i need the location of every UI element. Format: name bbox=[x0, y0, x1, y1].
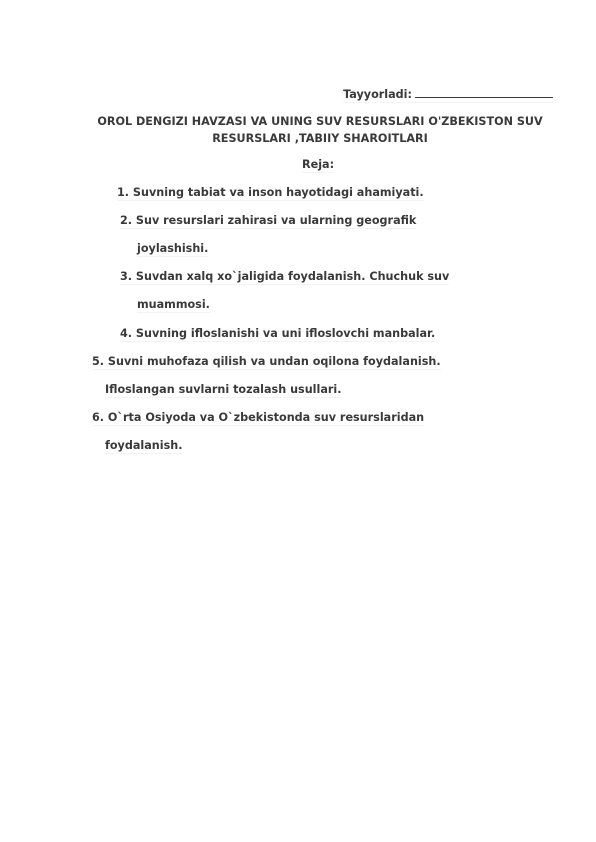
plan-item-5-cont: Ifloslangan suvlarni tozalash usullari. bbox=[105, 383, 342, 396]
plan-item-6: 6. O`rta Osiyoda va O`zbekistonda suv resurslaridan bbox=[92, 411, 425, 424]
prepared-by-blank[interactable] bbox=[415, 86, 553, 98]
plan-item-2-cont: joylashishi. bbox=[137, 242, 209, 255]
prepared-by-label: Tayyorladi: bbox=[343, 88, 412, 101]
plan-item-1: 1. Suvning tabiat va inson hayotidagi ahamiyati. bbox=[117, 186, 424, 199]
plan-item-2: 2. Suv resurslari zahirasi va ularning geografik bbox=[120, 214, 417, 227]
plan-item-5: 5. Suvni muhofaza qilish va undan oqilona foydalanish. bbox=[92, 355, 441, 368]
plan-item-6-cont: foydalanish. bbox=[105, 439, 183, 452]
plan-item-3: 3. Suvdan xalq xo`jaligida foydalanish. Chuchuk suv bbox=[120, 270, 450, 283]
plan-item-4: 4. Suvning ifloslanishi va uni ifloslovchi manbalar. bbox=[120, 327, 436, 340]
prepared-by-line bbox=[343, 86, 553, 103]
plan-item-3-cont: muammosi. bbox=[137, 298, 210, 311]
plan-heading: Reja: bbox=[302, 158, 335, 171]
document-title: OROL DENGIZI HAVZASI VA UNING SUV RESURSLARI O'ZBEKISTON SUV RESURSLARI ,TABIIY SHAROITLARI bbox=[97, 115, 543, 145]
